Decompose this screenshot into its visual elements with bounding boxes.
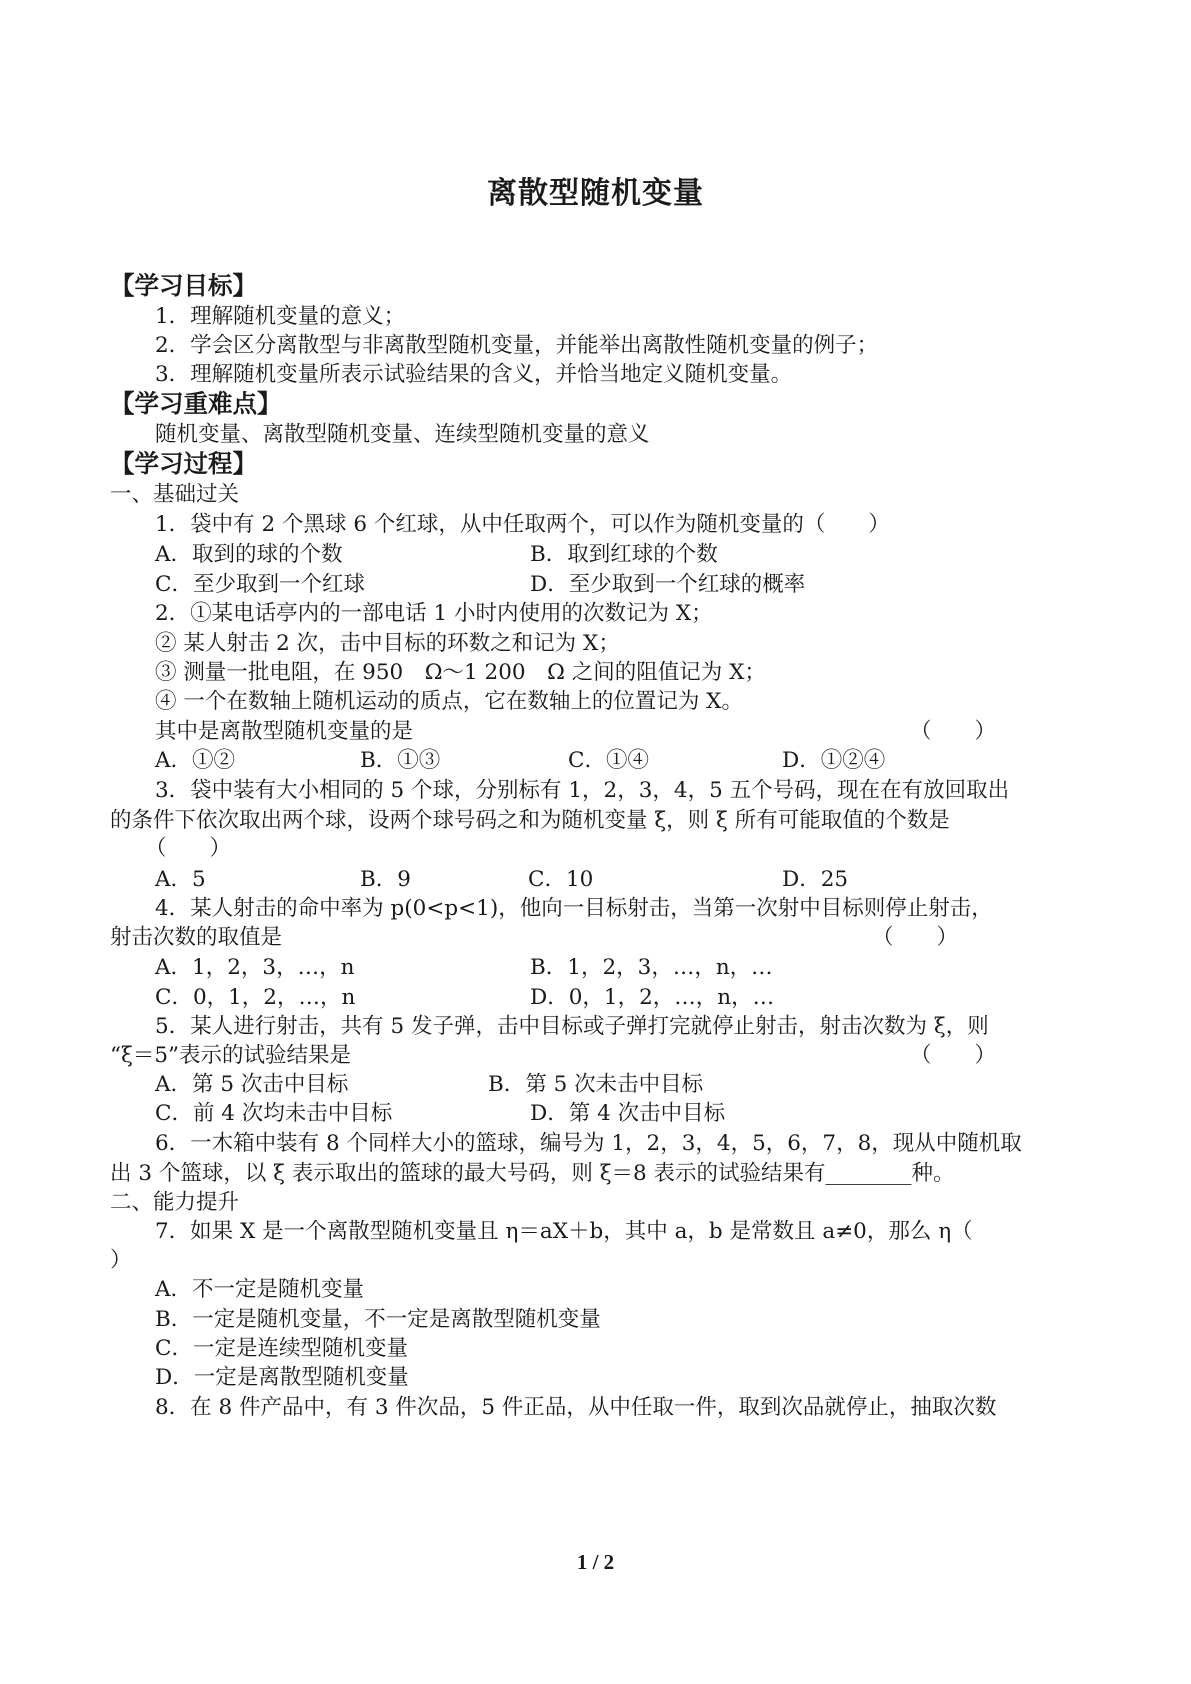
q2-option-a: A．①② [155, 748, 236, 773]
q3-option-b: B．9 [360, 867, 411, 892]
goal-item: 2．学会区分离散型与非离散型随机变量，并能举出离散性随机变量的例子； [155, 333, 879, 358]
question-2-item-1: 2．①某电话亭内的一部电话 1 小时内使用的次数记为 X； [155, 601, 713, 626]
question-5-line-2: “ξ＝5”表示的试验结果是 [110, 1043, 352, 1068]
q3-option-a: A．5 [155, 867, 206, 892]
question-6-line-1: 6．一木箱中装有 8 个同样大小的篮球，编号为 1，2，3，4，5，6，7，8，现从中随机取 [155, 1131, 1022, 1156]
question-6-line-2: 出 3 个篮球，以 ξ 表示取出的篮球的最大号码，则 ξ＝8 表示的试验结果有________种。 [110, 1161, 955, 1186]
question-7-line-1: 7．如果 X 是一个离散型随机变量且 η＝aX＋b，其中 a，b 是常数且 a≠0，那么 η（ [155, 1219, 973, 1244]
q1-option-c: C．至少取到一个红球 [155, 572, 365, 597]
q3-option-d: D．25 [782, 867, 849, 892]
goal-item: 1．理解随机变量的意义； [155, 304, 406, 329]
goal-item: 3．理解随机变量所表示试验结果的含义，并恰当地定义随机变量。 [155, 362, 793, 387]
section-heading-keypoints: 【学习重难点】 [110, 389, 282, 418]
q4-option-c: C．0，1，2，…，n [155, 985, 356, 1010]
answer-paren: （ ） [145, 836, 232, 861]
answer-paren: （ ） [872, 925, 959, 950]
question-8-line-1: 8．在 8 件产品中，有 3 件次品，5 件正品，从中任取一件，取到次品就停止，抽取次数 [155, 1395, 997, 1420]
q4-option-b: B．1，2，3，…，n，… [530, 955, 773, 980]
question-2-item-2: ② 某人射击 2 次，击中目标的环数之和记为 X； [155, 631, 620, 656]
answer-paren: （ ） [910, 1043, 997, 1068]
q7-option-a: A．不一定是随机变量 [155, 1277, 365, 1302]
q7-option-d: D．一定是离散型随机变量 [155, 1365, 409, 1390]
q2-option-d: D．①②④ [782, 748, 886, 773]
page-title: 离散型随机变量 [487, 176, 704, 211]
part-heading-advanced: 二、能力提升 [110, 1190, 240, 1215]
question-2-prompt: 其中是离散型随机变量的是 [155, 719, 414, 744]
q1-option-b: B．取到红球的个数 [530, 542, 718, 567]
q4-option-d: D．0，1，2，…，n，… [530, 985, 775, 1010]
answer-paren: （ ） [910, 719, 997, 744]
question-3-line-1: 3．袋中装有大小相同的 5 个球，分别标有 1，2，3，4，5 五个号码，现在在有放回取出 [155, 778, 1010, 803]
q2-option-c: C．①④ [568, 748, 649, 773]
question-4-line-1: 4．某人射击的命中率为 p(0<p<1)，他向一目标射击，当第一次射中目标则停止射击， [155, 896, 993, 921]
q5-option-c: C．前 4 次均未击中目标 [155, 1101, 393, 1126]
keypoints-text: 随机变量、离散型随机变量、连续型随机变量的意义 [155, 422, 650, 447]
question-3-line-2: 的条件下依次取出两个球，设两个球号码之和为随机变量 ξ，则 ξ 所有可能取值的个数是 [110, 808, 950, 833]
q3-option-c: C．10 [528, 867, 594, 892]
q7-option-b: B．一定是随机变量，不一定是离散型随机变量 [155, 1307, 601, 1332]
q1-option-a: A．取到的球的个数 [155, 542, 343, 567]
q7-option-c: C．一定是连续型随机变量 [155, 1336, 408, 1361]
q1-option-d: D．至少取到一个红球的概率 [530, 572, 806, 597]
question-2-item-3: ③ 测量一批电阻，在 950 Ω～1 200 Ω 之间的阻值记为 X； [155, 660, 766, 685]
section-heading-goals: 【学习目标】 [110, 271, 257, 300]
section-heading-process: 【学习过程】 [110, 449, 257, 478]
q4-option-a: A．1，2，3，…，n [155, 955, 355, 980]
q2-option-b: B．①③ [360, 748, 441, 773]
part-heading-basic: 一、基础过关 [110, 482, 240, 507]
q5-option-b: B．第 5 次未击中目标 [488, 1072, 704, 1097]
page-number: 1 / 2 [576, 1550, 615, 1574]
q5-option-a: A．第 5 次击中目标 [155, 1072, 349, 1097]
question-2-item-4: ④ 一个在数轴上随机运动的质点，它在数轴上的位置记为 X。 [155, 689, 743, 714]
question-7-line-2: ） [110, 1248, 132, 1273]
question-1-stem: 1．袋中有 2 个黑球 6 个红球，从中任取两个，可以作为随机变量的（ ） [155, 512, 890, 537]
question-4-line-2: 射击次数的取值是 [110, 925, 283, 950]
q5-option-d: D．第 4 次击中目标 [530, 1101, 726, 1126]
question-5-line-1: 5．某人进行射击，共有 5 发子弹，击中目标或子弹打完就停止射击，射击次数为 ξ，则 [155, 1014, 989, 1039]
